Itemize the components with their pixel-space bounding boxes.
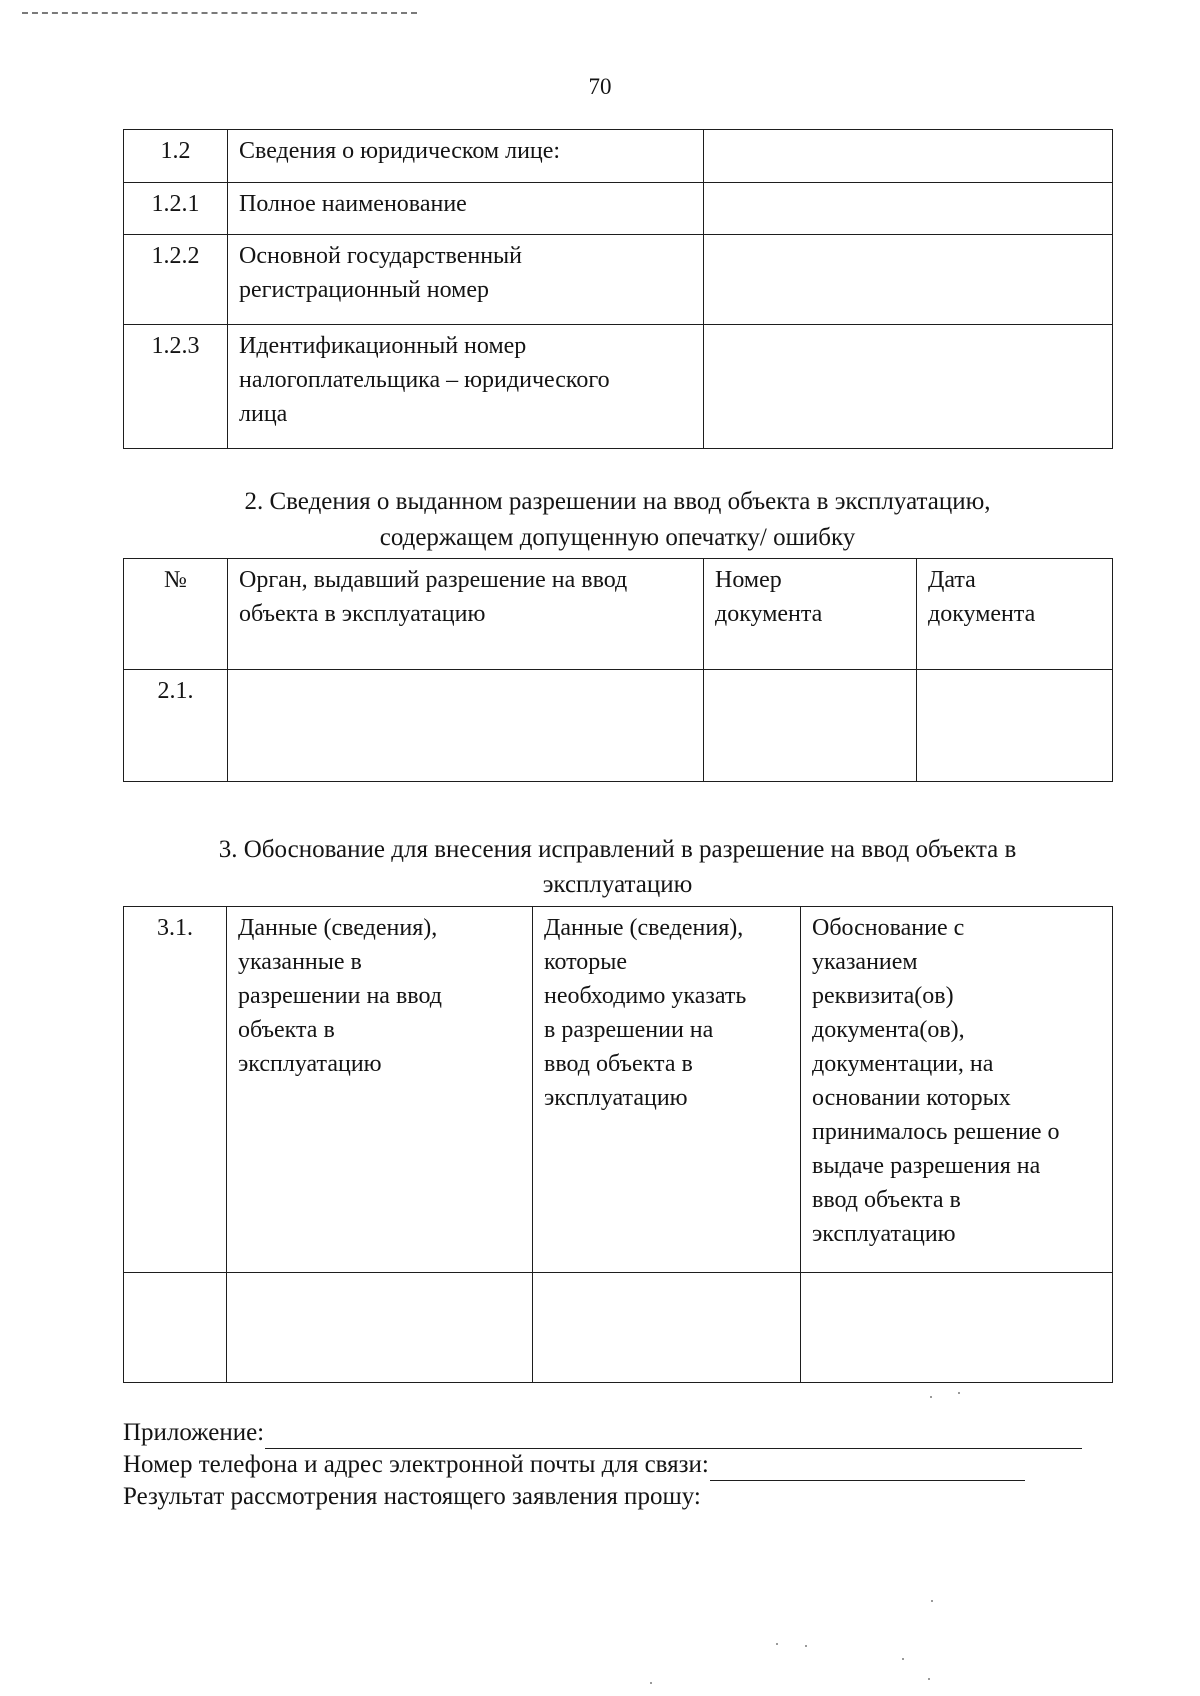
header-line: Обоснование с	[812, 915, 965, 941]
header-line: реквизита(ов)	[812, 983, 954, 1009]
row-label	[228, 235, 704, 325]
scan-speck	[930, 1396, 932, 1398]
scan-speck	[902, 1658, 904, 1660]
contact-line	[123, 1449, 1025, 1481]
table-header-row	[124, 907, 1113, 1273]
justification-cell[interactable]	[801, 1273, 1113, 1383]
row-label	[228, 183, 704, 235]
row-label	[228, 130, 704, 183]
attachment-line	[123, 1417, 1082, 1449]
heading-line: эксплуатацию	[542, 871, 693, 898]
issuer-cell[interactable]	[228, 670, 704, 782]
heading-line: 2. Сведения о выданном разрешении на ввод объекта в эксплуатацию,	[244, 488, 991, 515]
header-line: указанные в	[238, 949, 362, 975]
value-cell[interactable]	[704, 130, 1113, 183]
header-line: ввод объекта в	[544, 1051, 693, 1077]
header-line: эксплуатацию	[544, 1085, 688, 1111]
specified-data-cell[interactable]	[227, 1273, 533, 1383]
needed-data-cell[interactable]	[533, 1273, 801, 1383]
header-line: основании которых	[812, 1085, 1011, 1111]
scan-speck	[931, 1600, 933, 1602]
attachment-label: Приложение:	[123, 1419, 265, 1446]
header-line: необходимо указать	[544, 983, 747, 1009]
col-header-doc-number	[704, 559, 917, 670]
table-row	[124, 183, 1113, 235]
doc-date-cell[interactable]	[917, 670, 1113, 782]
scan-speck	[776, 1643, 778, 1645]
header-line: документа	[928, 601, 1036, 627]
col-header-doc-date	[917, 559, 1113, 670]
header-line: эксплуатацию	[238, 1051, 382, 1077]
row-number: 1.2	[124, 130, 228, 183]
heading-line: содержащем допущенную опечатку/ ошибку	[379, 524, 856, 551]
col-header-issuer	[228, 559, 704, 670]
page-number: 70	[588, 74, 612, 99]
heading-line: 3. Обоснование для внесения исправлений в разрешение на ввод объекта в	[218, 836, 1017, 863]
header-line: объекта в	[238, 1017, 335, 1043]
label-line: налогоплательщика – юридического	[239, 367, 610, 393]
value-cell[interactable]	[704, 183, 1113, 235]
header-line: указанием	[812, 949, 918, 975]
row-number: 1.2.2	[124, 235, 228, 325]
table-row	[124, 235, 1113, 325]
section-2-heading	[120, 484, 1115, 556]
scan-speck	[928, 1678, 930, 1680]
label-line: регистрационный номер	[239, 277, 489, 303]
result-line	[123, 1481, 701, 1513]
row-number: 1.2.1	[124, 183, 228, 235]
label-line: Идентификационный номер	[239, 333, 527, 359]
label-line: Полное наименование	[239, 191, 467, 217]
header-line: Номер	[715, 567, 782, 593]
col-header-needed-data	[533, 907, 801, 1273]
doc-number-cell[interactable]	[704, 670, 917, 782]
header-line: объекта в эксплуатацию	[239, 601, 486, 627]
header-line: документа(ов),	[812, 1017, 965, 1043]
table-row	[124, 1273, 1113, 1383]
value-cell[interactable]	[704, 235, 1113, 325]
label-line: лица	[239, 401, 288, 427]
row-number: 1.2.3	[124, 325, 228, 449]
scan-speck	[805, 1645, 807, 1647]
header-line: №	[164, 567, 187, 593]
row-number-blank	[124, 1273, 227, 1383]
scan-artifact-line	[22, 12, 417, 14]
header-line: документа	[715, 601, 823, 627]
col-header-justification	[801, 907, 1113, 1273]
label-line: Основной государственный	[239, 243, 523, 269]
header-line: которые	[544, 949, 628, 975]
col-header-number	[124, 559, 228, 670]
contact-label: Номер телефона и адрес электронной почты для связи:	[123, 1451, 709, 1478]
attachment-field[interactable]	[265, 1424, 1082, 1449]
col-header-specified-data	[227, 907, 533, 1273]
table-row	[124, 325, 1113, 449]
row-number: 3.1.	[124, 907, 227, 1273]
header-line: принималось решение о	[812, 1119, 1060, 1145]
header-line: Дата	[928, 567, 976, 593]
section-3-heading	[120, 832, 1115, 902]
table-row	[124, 670, 1113, 782]
table-row	[124, 130, 1113, 183]
scan-speck	[650, 1682, 652, 1684]
header-line: Данные (сведения),	[238, 915, 438, 941]
legal-entity-table	[123, 129, 1113, 449]
header-line: ввод объекта в	[812, 1187, 961, 1213]
result-label: Результат рассмотрения настоящего заявления прошу:	[123, 1483, 701, 1510]
header-line: разрешении на ввод	[238, 983, 442, 1009]
row-number: 2.1.	[124, 670, 228, 782]
header-line: эксплуатацию	[812, 1221, 956, 1247]
scan-speck	[958, 1392, 960, 1394]
contact-field[interactable]	[710, 1456, 1025, 1481]
value-cell[interactable]	[704, 325, 1113, 449]
row-label	[228, 325, 704, 449]
header-line: в разрешении на	[544, 1017, 714, 1043]
label-line: Сведения о юридическом лице:	[239, 138, 561, 164]
header-line: Данные (сведения),	[544, 915, 744, 941]
permit-table	[123, 558, 1113, 782]
header-line: выдаче разрешения на	[812, 1153, 1041, 1179]
corrections-table	[123, 906, 1113, 1383]
header-line: документации, на	[812, 1051, 994, 1077]
table-header-row	[124, 559, 1113, 670]
header-line: Орган, выдавший разрешение на ввод	[239, 567, 628, 593]
